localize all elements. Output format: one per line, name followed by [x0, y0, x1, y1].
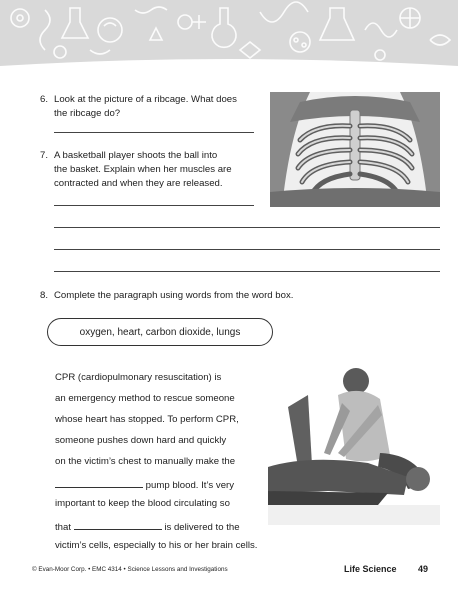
cpr-illustration: [268, 355, 440, 525]
answer-line[interactable]: [54, 249, 440, 250]
fill-in-blank-2[interactable]: [74, 519, 162, 530]
header-banner: [0, 0, 458, 75]
question-text-line: the ribcage do?: [54, 108, 121, 119]
paragraph-text: is delivered to the: [164, 522, 240, 533]
ribcage-photo: [270, 92, 440, 207]
answer-line[interactable]: [54, 205, 254, 206]
question-number: 7.: [40, 150, 49, 161]
answer-line[interactable]: [54, 132, 254, 133]
paragraph-text: that: [55, 522, 72, 533]
cpr-photo: [268, 355, 440, 525]
question-number: 8.: [40, 290, 49, 301]
question-text-line: the basket. Explain when her muscles are: [54, 164, 232, 175]
question-text: Complete the paragraph using words from the word box.: [54, 290, 294, 301]
question-8: [40, 289, 440, 303]
paragraph-line: on the victim’s chest to manually make the: [55, 456, 236, 467]
question-text-line: Look at the picture of a ribcage. What does: [54, 94, 237, 105]
question-7: [40, 149, 265, 193]
answer-line[interactable]: [54, 271, 440, 272]
paragraph-text: pump blood. It’s very: [145, 480, 235, 491]
paragraph-line: important to keep the blood circulating so: [55, 498, 230, 509]
paragraph-line: an emergency method to rescue someone: [55, 393, 235, 404]
question-6: [40, 93, 260, 123]
paragraph-line: someone pushes down hard and quickly: [55, 435, 227, 446]
footer-section: Life Science: [344, 564, 397, 574]
page-number: 49: [418, 564, 429, 574]
paragraph-line: victim’s cells, especially to his or her brain cells.: [55, 540, 258, 551]
question-number: 6.: [40, 94, 49, 105]
question-text-line: A basketball player shoots the ball into: [54, 150, 218, 161]
paragraph-line-with-blank: [55, 477, 234, 491]
paragraph-line: CPR (cardiopulmonary resuscitation) is: [55, 372, 222, 383]
paragraph-line-with-blank: [55, 519, 240, 533]
question-text-line: contracted and when they are released.: [54, 178, 223, 189]
word-box: [47, 318, 273, 346]
science-doodle-pattern: [0, 0, 458, 75]
paragraph-line: whose heart has stopped. To perform CPR,: [55, 414, 239, 425]
footer-copyright: © Evan-Moor Corp. • EMC 4314 • Science Lessons and Investigations: [32, 566, 228, 573]
word-box-words: oxygen, heart, carbon dioxide, lungs: [79, 326, 241, 338]
answer-line[interactable]: [54, 227, 440, 228]
ribcage-illustration: [270, 92, 440, 207]
fill-in-blank-1[interactable]: [55, 477, 143, 488]
